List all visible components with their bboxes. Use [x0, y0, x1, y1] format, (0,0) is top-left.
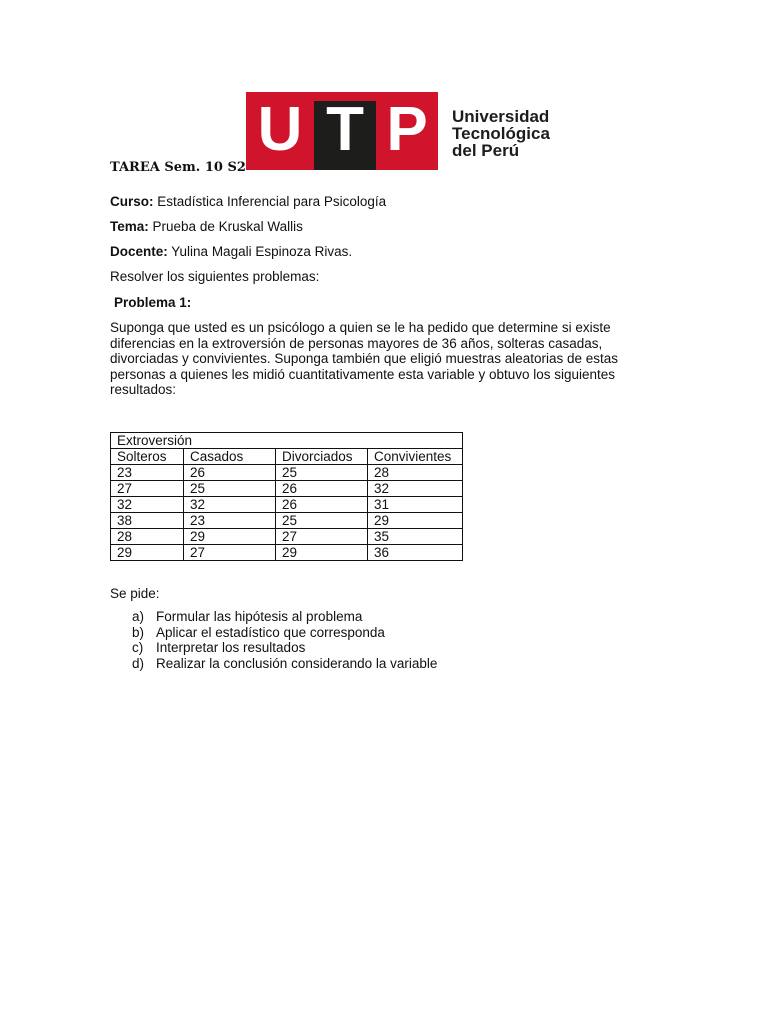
list-item [110, 609, 437, 625]
table-cell: 28 [368, 465, 463, 481]
table-cell: 32 [111, 497, 184, 513]
column-header: Divorciados [276, 449, 368, 465]
list-item-text: Aplicar el estadístico que corresponda [156, 624, 385, 640]
table-cell: 36 [368, 545, 463, 561]
table-cell: 26 [276, 497, 368, 513]
table-cell: 25 [184, 481, 276, 497]
table-cell: 32 [184, 497, 276, 513]
task-list [110, 609, 437, 671]
problem-title: Problema 1: [114, 295, 192, 310]
list-item-text: Interpretar los resultados [156, 640, 306, 656]
table-cell: 27 [184, 545, 276, 561]
topic-line [110, 219, 303, 234]
topic-value: Prueba de Kruskal Wallis [152, 219, 303, 234]
list-item [110, 656, 437, 672]
table-caption: Extroversión [111, 433, 463, 449]
table-row [111, 481, 463, 497]
utp-logo [246, 92, 550, 170]
course-value: Estadística Inferencial para Psicología [157, 194, 387, 209]
document-title: TAREA Sem. 10 S2 [110, 160, 246, 175]
list-item [110, 640, 437, 656]
table-cell: 28 [111, 529, 184, 545]
problem-statement: Suponga que usted es un psicólogo a quien se le ha pedido que determine si existe diferencias en la extroversión de personas mayores de 36 años, solteras casadas, divorciadas y convivientes. Suponga también que eligió muestras aleatorias de estas personas a quienes les midió cuantitativamente esta variable y obtuvo los siguientes resultados: [110, 320, 619, 397]
table-cell: 38 [111, 513, 184, 529]
list-marker: b) [132, 624, 145, 640]
logo-letter-p: P [386, 95, 428, 164]
table-cell: 29 [276, 545, 368, 561]
list-marker: d) [132, 655, 145, 671]
table-cell: 23 [111, 465, 184, 481]
list-item-text: Realizar la conclusión considerando la variable [156, 655, 438, 671]
table-row [111, 529, 463, 545]
table-row [111, 545, 463, 561]
table-cell: 25 [276, 465, 368, 481]
course-label: Curso: [110, 194, 154, 209]
table-cell: 29 [111, 545, 184, 561]
table-cell: 29 [368, 513, 463, 529]
table-row [111, 465, 463, 481]
table-row [111, 513, 463, 529]
table-cell: 25 [276, 513, 368, 529]
instruction-text: Resolver los siguientes problemas: [110, 269, 320, 284]
table-header-row [111, 449, 463, 465]
table-cell: 26 [276, 481, 368, 497]
list-marker: a) [132, 609, 145, 624]
table-cell: 29 [184, 529, 276, 545]
table-cell: 27 [111, 481, 184, 497]
table-cell: 31 [368, 497, 463, 513]
list-item-text: Formular las hipótesis al problema [156, 609, 363, 624]
column-header: Convivientes [368, 449, 463, 465]
table-cell: 26 [184, 465, 276, 481]
table-cell: 35 [368, 529, 463, 545]
teacher-label: Docente: [110, 244, 168, 259]
list-marker: c) [132, 640, 144, 656]
table-row [111, 497, 463, 513]
table-cell: 32 [368, 481, 463, 497]
teacher-value: Yulina Magali Espinoza Rivas. [171, 244, 353, 259]
table-cell: 27 [276, 529, 368, 545]
data-table [110, 432, 463, 561]
teacher-line [110, 244, 352, 259]
logo-letter-u: U [257, 95, 303, 164]
topic-label: Tema: [110, 219, 149, 234]
logo-letter-t: T [326, 95, 364, 164]
column-header: Solteros [111, 449, 184, 465]
table-cell: 23 [184, 513, 276, 529]
logo-university-name: Universidad Tecnológica del Perú [452, 107, 550, 160]
column-header: Casados [184, 449, 276, 465]
tasks-intro: Se pide: [110, 586, 160, 601]
list-item [110, 625, 437, 641]
course-line [110, 194, 386, 209]
